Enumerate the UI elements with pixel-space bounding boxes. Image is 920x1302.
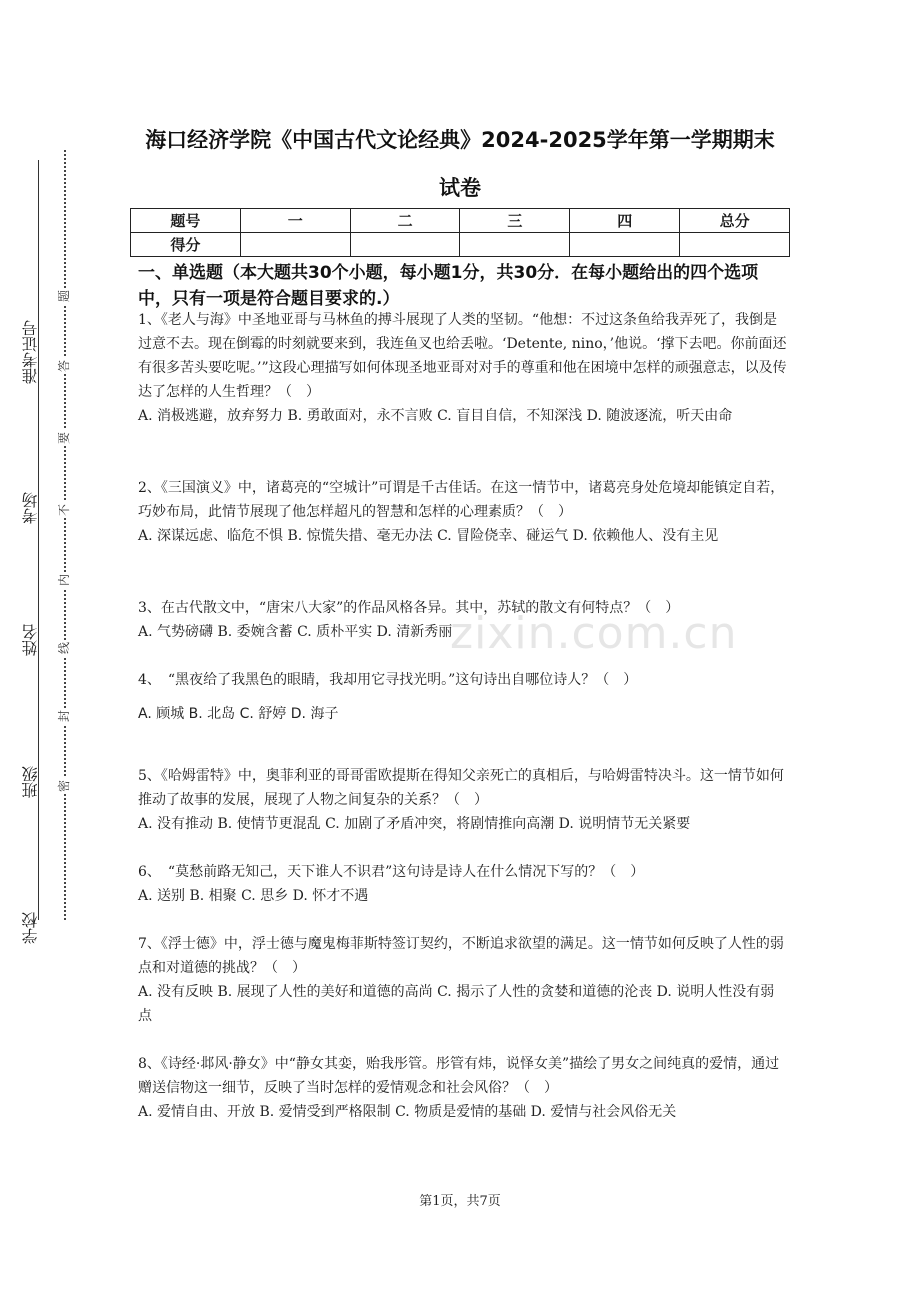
- seal-char: 题: [57, 290, 71, 303]
- question-options: A. 消极逃避，放弃努力 B. 勇敢面对，永不言败 C. 盲目自信，不知深浅 D. 随波逐流，听天由命: [138, 408, 733, 424]
- seal-char: 线: [57, 642, 71, 655]
- question-options: A. 送别 B. 相聚 C. 思乡 D. 怀才不遇: [138, 888, 369, 904]
- score-header-cell: 三: [460, 209, 570, 233]
- binding-blank-line: [38, 160, 39, 920]
- question-stem: 1、《老人与海》中圣地亚哥与马林鱼的搏斗展现了人类的坚韧。“他想：不过这条鱼给我弄死了，我倒是过意不去。现在倒霉的时刻就要来到，我连鱼叉也给丢啦。‘Detente, nino，’他说。‘撑下去吧。你前面还有很多苦头要吃呢。’”这段心理描写如何体现圣地亚哥对对手的尊重和他在困境中怎样的顽强意志，以及传达了怎样的人生哲理？（ ）: [138, 312, 787, 400]
- question-item: [138, 932, 788, 1028]
- question-stem: 3、在古代散文中，“唐宋八大家”的作品风格各异。其中，苏轼的散文有何特点？（ ）: [138, 600, 680, 616]
- class-label: 班级: [21, 766, 40, 798]
- seal-char: 封: [57, 710, 71, 723]
- question-item: [138, 860, 788, 908]
- score-cell: [570, 233, 680, 257]
- exam-title-line2: 试卷: [439, 176, 481, 200]
- question-stem: 7、《浮士德》中，浮士德与魔鬼梅菲斯特签订契约，不断追求欲望的满足。这一情节如何反映了人性的弱点和对道德的挑战？（ ）: [138, 936, 784, 976]
- watermark: zixin.com.cn: [450, 608, 738, 659]
- school-label: 学校: [21, 912, 40, 944]
- question-stem: 5、《哈姆雷特》中，奥菲利亚的哥哥雷欧提斯在得知父亲死亡的真相后，与哈姆雷特决斗。这一情节如何推动了故事的发展，展现了人物之间复杂的关系？（ ）: [138, 768, 784, 808]
- question-item: [138, 764, 788, 836]
- name-label: 姓名: [21, 624, 40, 656]
- exam-title-line1: 海口经济学院《中国古代文论经典》2024-2025学年第一学期期末: [145, 128, 775, 152]
- question-stem: 2、《三国演义》中，诸葛亮的“空城计”可谓是千古佳话。在这一情节中，诸葛亮身处危境却能镇定自若，巧妙布局，此情节展现了他怎样超凡的智慧和怎样的心理素质？（ ）: [138, 480, 785, 520]
- score-cell: [240, 233, 350, 257]
- score-header-cell: 四: [570, 209, 680, 233]
- section-heading: 一、单选题（本大题共30个小题，每小题1分，共30分．在每小题给出的四个选项中，只有一项是符合题目要求的.）: [138, 263, 759, 309]
- score-header-cell: 二: [350, 209, 460, 233]
- seal-dotted-line: [64, 150, 66, 920]
- seal-char: 答: [57, 360, 71, 373]
- question-item: [138, 308, 788, 428]
- seal-char: 内: [57, 574, 71, 587]
- score-cell: [350, 233, 460, 257]
- question-item: [138, 596, 788, 644]
- question-options: A. 顾城 B. 北岛 C. 舒婷 D. 海子: [138, 706, 339, 722]
- score-table-header-row: [131, 209, 790, 233]
- seal-char: 密: [57, 780, 71, 793]
- score-table: [130, 208, 790, 257]
- page-footer: 第1页，共7页: [419, 1194, 501, 1209]
- score-header-cell: 题号: [131, 209, 241, 233]
- score-header-cell: 总分: [680, 209, 790, 233]
- score-cell: [680, 233, 790, 257]
- score-cell: [460, 233, 570, 257]
- score-table-score-row: [131, 233, 790, 257]
- score-row-label: 得分: [131, 233, 241, 257]
- question-item: [138, 476, 788, 548]
- seal-char: 不: [57, 504, 71, 517]
- question-stem: 6、 “莫愁前路无知己，天下谁人不识君”这句诗是诗人在什么情况下写的？（ ）: [138, 864, 645, 880]
- question-options: A. 深谋远虑、临危不惧 B. 惊慌失措、毫无办法 C. 冒险侥幸、碰运气 D. 依赖他人、没有主见: [138, 528, 719, 544]
- seal-char: 要: [57, 432, 71, 445]
- question-stem: 4、 “黑夜给了我黑色的眼睛，我却用它寻找光明。”这句诗出自哪位诗人？（ ）: [138, 672, 638, 688]
- question-stem: 8、《诗经·邶风·静女》中“静女其娈，贻我彤管。彤管有炜，说怿女美”描绘了男女之间纯真的爱情，通过赠送信物这一细节，反映了当时怎样的爱情观念和社会风俗？（ ）: [138, 1056, 780, 1096]
- question-item: [138, 1052, 788, 1124]
- score-header-cell: 一: [240, 209, 350, 233]
- exam-room-label: 考场: [21, 492, 40, 524]
- exam-number-label: 准考证号: [21, 320, 40, 384]
- question-options: A. 气势磅礴 B. 委婉含蓄 C. 质朴平实 D. 清新秀丽: [138, 624, 453, 640]
- question-options: A. 爱情自由、开放 B. 爱情受到严格限制 C. 物质是爱情的基础 D. 爱情与社会风俗无关: [138, 1104, 677, 1120]
- question-item: [138, 668, 788, 726]
- question-options: A. 没有推动 B. 使情节更混乱 C. 加剧了矛盾冲突，将剧情推向高潮 D. 说明情节无关紧要: [138, 816, 691, 832]
- question-options: A. 没有反映 B. 展现了人性的美好和道德的高尚 C. 揭示了人性的贪婪和道德的沦丧 D. 说明人性没有弱点: [138, 984, 775, 1024]
